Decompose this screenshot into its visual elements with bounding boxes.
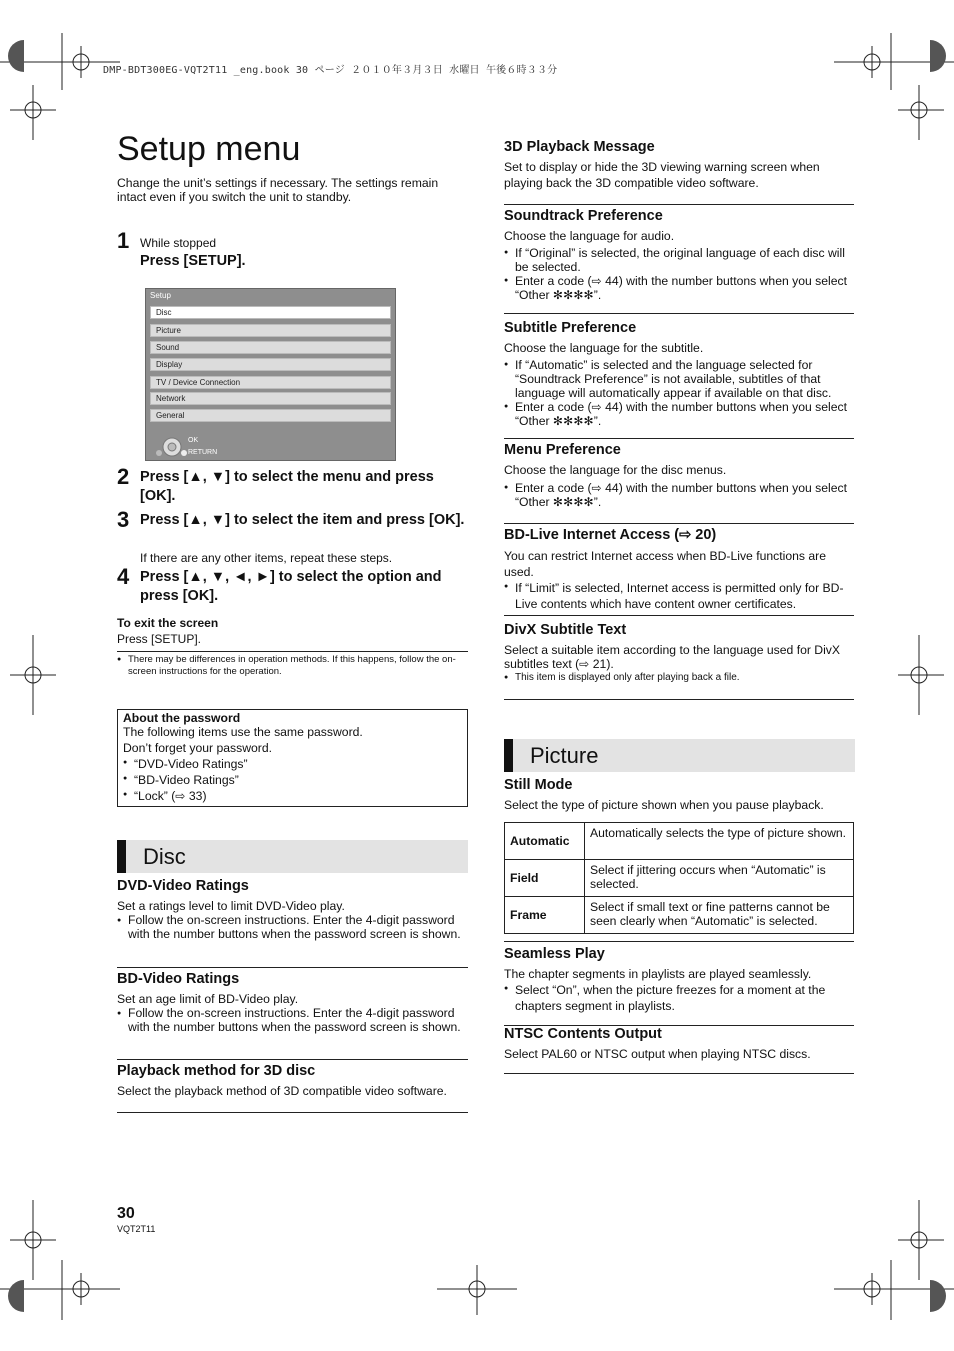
item-desc: Select the playback method of 3D compatible video software. bbox=[117, 1084, 447, 1098]
setup-menu-item-general: General bbox=[150, 409, 391, 422]
setup-menu-item-tv-device: TV / Device Connection bbox=[150, 376, 391, 389]
setup-menu-title: Setup bbox=[150, 291, 171, 300]
item-heading: DVD-Video Ratings bbox=[117, 878, 249, 894]
step-3-number: 3 bbox=[117, 507, 130, 532]
page-number: 30 bbox=[117, 1205, 135, 1222]
setup-menu-item-network: Network bbox=[150, 392, 391, 405]
item-tiny-bullet: ● This item is displayed only after playing back a file. bbox=[504, 672, 854, 684]
item-desc: Select the type of picture shown when you pause playback. bbox=[504, 798, 824, 812]
item-desc: Choose the language for audio. bbox=[504, 229, 675, 243]
table-value: Select if jittering occurs when “Automatic” is selected. bbox=[585, 860, 854, 897]
item-bullet: ● If “Automatic” is selected and the language selected for “Soundtrack Preference” is not available, subtitles of that language will automatically appear if available on that disc. bbox=[504, 358, 854, 400]
section-bar bbox=[504, 739, 513, 772]
item-heading: 3D Playback Message bbox=[504, 139, 655, 155]
step-1-text: Press [SETUP]. bbox=[140, 253, 246, 269]
item-bullet: ● Enter a code (⇨ 44) with the number buttons when you select “Other ✻✻✻✻”. bbox=[504, 481, 854, 509]
item-heading: Subtitle Preference bbox=[504, 320, 637, 336]
table-row bbox=[505, 823, 854, 860]
password-heading: About the password bbox=[123, 711, 241, 725]
exit-note: ● There may be differences in operation methods. If this happens, follow the on-screen instructions for the operation. bbox=[117, 654, 479, 678]
setup-menu-item-sound: Sound bbox=[150, 341, 391, 354]
item-desc: You can restrict Internet access when BD-Live functions are used. bbox=[504, 549, 827, 579]
disc-item-dvd-ratings bbox=[117, 878, 468, 941]
item-bullet: ● Enter a code (⇨ 44) with the number buttons when you select “Other ✻✻✻✻”. bbox=[504, 274, 854, 302]
divider bbox=[504, 615, 854, 616]
item-menu-pref bbox=[504, 442, 854, 509]
item-seamless-play bbox=[504, 946, 854, 1014]
item-heading: DivX Subtitle Text bbox=[504, 622, 627, 638]
picture-section-title: Picture bbox=[530, 743, 599, 768]
password-bullet-1: ● “DVD-Video Ratings” bbox=[123, 756, 462, 772]
doc-code: VQT2T11 bbox=[117, 1224, 156, 1234]
password-bullet-2: ● “BD-Video Ratings” bbox=[123, 772, 462, 788]
divider bbox=[504, 438, 854, 439]
item-3d-message bbox=[504, 139, 854, 191]
disc-item-3d-method bbox=[117, 1063, 468, 1098]
item-desc: Choose the language for the subtitle. bbox=[504, 341, 704, 355]
print-header: DMP-BDT300EG-VQT2T11 _eng.book 30 ページ ２０１０年３月３日 水曜日 午後６時３３分 bbox=[103, 65, 558, 76]
item-bdlive-access bbox=[504, 527, 854, 612]
item-desc: Select PAL60 or NTSC output when playing NTSC discs. bbox=[504, 1047, 811, 1061]
divider bbox=[117, 967, 468, 968]
divider bbox=[504, 313, 854, 314]
step-1-pre: While stopped bbox=[140, 236, 217, 250]
item-desc: Set an age limit of BD-Video play. bbox=[117, 992, 299, 1006]
table-key: Automatic bbox=[505, 823, 585, 860]
setup-ok-label: OK bbox=[188, 437, 199, 444]
item-bullet: ● Follow the on-screen instructions. Enter the 4-digit password with the number buttons when the password screen is shown. bbox=[117, 1007, 468, 1034]
step-4-text: Press [▲, ▼, ◄, ►] to select the option and press [OK]. bbox=[140, 569, 442, 604]
page-title: Setup menu bbox=[117, 130, 301, 168]
disc-section-header bbox=[117, 840, 468, 873]
item-bullet: ● Enter a code (⇨ 44) with the number buttons when you select “Other ✻✻✻✻”. bbox=[504, 400, 854, 428]
item-bullet: ● Select “On”, when the picture freezes for a moment at the chapters segment in playlists. bbox=[504, 982, 854, 1014]
divider bbox=[504, 1073, 854, 1074]
table-key: Frame bbox=[505, 897, 585, 934]
item-desc: Set to display or hide the 3D viewing warning screen when playing back the 3D compatible video software. bbox=[504, 160, 820, 190]
exit-text: Press [SETUP]. bbox=[117, 632, 202, 646]
exit-heading: To exit the screen bbox=[117, 616, 219, 630]
item-heading: Soundtrack Preference bbox=[504, 208, 663, 224]
step-3-text: Press [▲, ▼] to select the item and press [OK]. bbox=[140, 512, 465, 528]
still-mode-table bbox=[504, 822, 854, 934]
step-2-text: Press [▲, ▼] to select the menu and press [OK]. bbox=[140, 469, 434, 504]
item-heading: BD-Live Internet Access (⇨ 20) bbox=[504, 527, 717, 543]
setup-menu-item-picture: Picture bbox=[150, 324, 391, 337]
divider bbox=[504, 204, 854, 205]
table-value: Automatically selects the type of picture shown. bbox=[585, 823, 854, 860]
table-row bbox=[505, 860, 854, 897]
step-4-number: 4 bbox=[117, 564, 130, 589]
password-line-2: Don’t forget your password. bbox=[123, 740, 273, 755]
item-heading: Menu Preference bbox=[504, 442, 621, 458]
item-desc: Select a suitable item according to the language used for DivX subtitles text (⇨ 21). bbox=[504, 643, 841, 671]
setup-menu-item-display: Display bbox=[150, 358, 391, 371]
step-1-number: 1 bbox=[117, 228, 130, 253]
item-ntsc-output bbox=[504, 1026, 854, 1061]
divider bbox=[117, 1112, 468, 1113]
divider bbox=[504, 941, 854, 942]
item-divx-subtitle bbox=[504, 622, 854, 684]
password-bullet-3: ● “Lock” (⇨ 33) bbox=[123, 788, 462, 804]
step-3-note: If there are any other items, repeat these steps. bbox=[140, 551, 393, 565]
item-desc: The chapter segments in playlists are played seamlessly. bbox=[504, 967, 812, 981]
item-bullet: ● If “Limit” is selected, Internet access is permitted only for BD-Live contents which have content owner certificates. bbox=[504, 580, 854, 612]
item-heading: Playback method for 3D disc bbox=[117, 1063, 316, 1079]
intro-text: Change the unit’s settings if necessary. The settings remain intact even if you switch the unit to standby. bbox=[117, 176, 439, 204]
item-desc: Choose the language for the disc menus. bbox=[504, 463, 727, 477]
item-bullet: ● If “Original” is selected, the original language of each disc will be selected. bbox=[504, 246, 854, 274]
item-heading: Seamless Play bbox=[504, 946, 605, 962]
item-bullet: ● Follow the on-screen instructions. Enter the 4-digit password with the number buttons when the password screen is shown. bbox=[117, 914, 468, 941]
item-heading: Still Mode bbox=[504, 777, 573, 793]
item-still-mode bbox=[504, 777, 854, 812]
divider bbox=[117, 651, 468, 652]
item-subtitle-pref bbox=[504, 320, 854, 428]
section-bar bbox=[117, 840, 126, 873]
disc-item-bd-ratings bbox=[117, 971, 468, 1034]
setup-menu-item-disc: Disc bbox=[150, 306, 391, 319]
item-heading: NTSC Contents Output bbox=[504, 1026, 662, 1042]
table-row bbox=[505, 897, 854, 934]
divider bbox=[504, 699, 854, 700]
divider bbox=[117, 1059, 468, 1060]
password-info-box bbox=[117, 709, 468, 807]
item-soundtrack-pref bbox=[504, 208, 854, 302]
disc-section-title: Disc bbox=[143, 844, 186, 869]
item-desc: Set a ratings level to limit DVD-Video play. bbox=[117, 899, 345, 913]
setup-menu-screenshot bbox=[145, 288, 396, 461]
divider bbox=[504, 523, 854, 524]
password-line-1: The following items use the same password. bbox=[123, 725, 363, 739]
item-heading: BD-Video Ratings bbox=[117, 971, 240, 987]
setup-return-label: RETURN bbox=[188, 449, 218, 456]
picture-section-header bbox=[504, 739, 855, 772]
table-value: Select if small text or fine patterns cannot be seen clearly when “Automatic” is selected. bbox=[585, 897, 854, 934]
step-2-number: 2 bbox=[117, 464, 130, 489]
table-key: Field bbox=[505, 860, 585, 897]
